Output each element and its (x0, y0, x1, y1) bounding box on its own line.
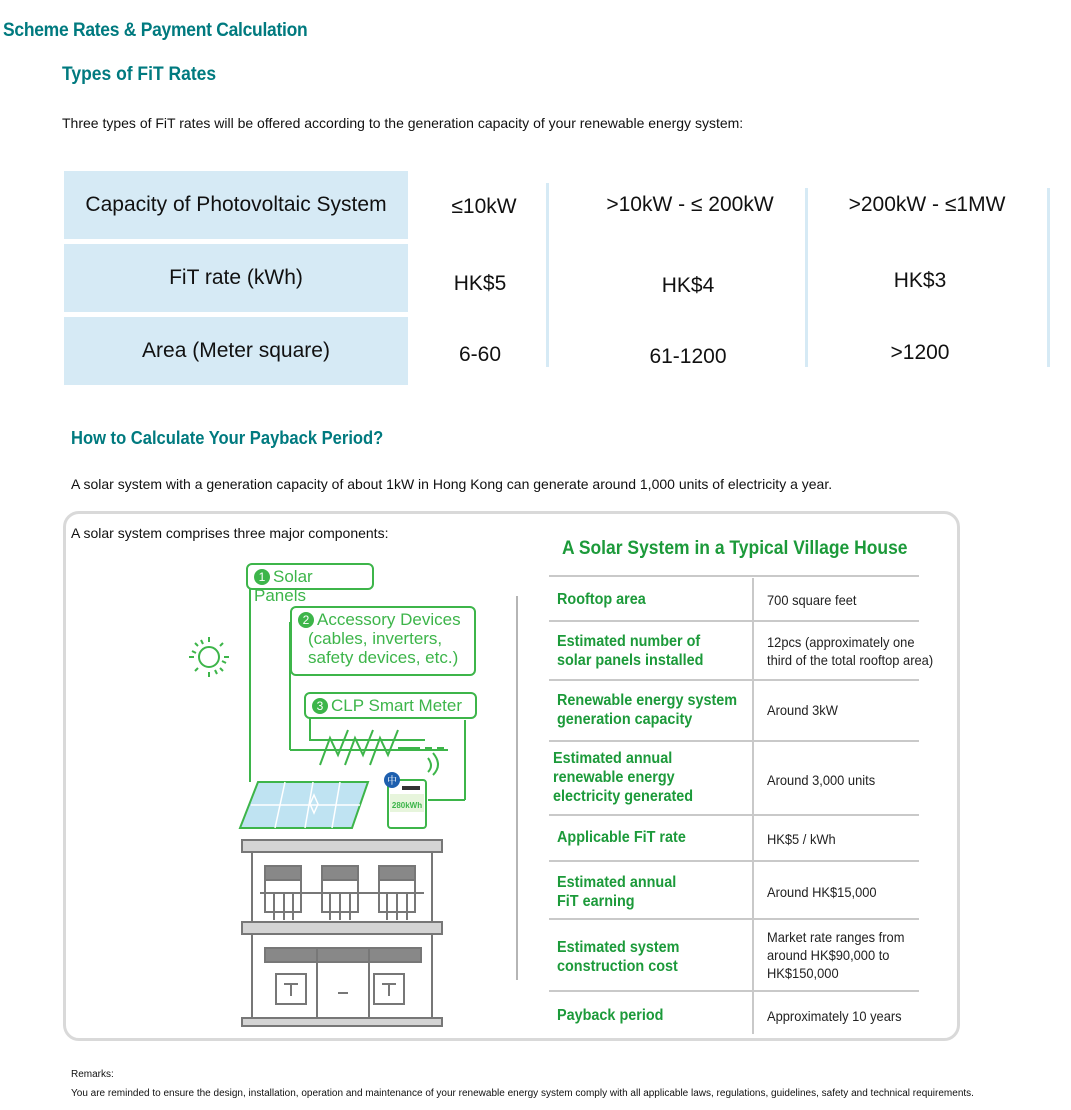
row-divider (549, 860, 919, 862)
fit-cell: >10kW - ≤ 200kW (606, 193, 774, 216)
fit-cell: 61-1200 (649, 345, 727, 368)
row-label: Estimated system construction cost (557, 939, 680, 975)
solar-panel-icon (240, 782, 368, 828)
fit-cell: HK$4 (661, 274, 715, 297)
row-divider (549, 620, 919, 622)
row-value: Around HK$15,000 (767, 884, 877, 900)
row-divider (549, 575, 919, 577)
sun-icon (189, 637, 229, 677)
callout-text: CLP Smart Meter (331, 696, 463, 715)
column-divider (1047, 188, 1050, 367)
components-note: A solar system comprises three major components: (71, 525, 389, 541)
fit-row-label: Capacity of Photovoltaic System (64, 171, 408, 239)
fit-heading: Types of FiT Rates (62, 64, 217, 85)
row-value: Around 3,000 units (767, 772, 876, 788)
fit-cell: ≤10kW (451, 195, 517, 218)
callout-text: (cables, inverters, (308, 629, 443, 648)
fit-cell: HK$3 (893, 269, 947, 292)
row-divider (549, 990, 919, 992)
row-label: Renewable energy system generation capacity (557, 692, 738, 728)
table-column-divider (752, 578, 754, 1034)
payback-paragraph: A solar system with a generation capacity of about 1kW in Hong Kong can generate around 1,000 units of electricity a year. (71, 476, 833, 492)
fit-row-label: Area (Meter square) (64, 317, 408, 385)
payback-heading: How to Calculate Your Payback Period? (71, 428, 384, 448)
callout-text: Accessory Devices (317, 610, 461, 629)
smart-meter-icon (384, 753, 438, 828)
row-value: 12pcs (approximately one third of the total rooftop area) (767, 634, 934, 668)
step-number: 3 (312, 698, 328, 714)
row-divider (549, 918, 919, 920)
fit-cell: >1200 (890, 341, 950, 364)
svg-text:中: 中 (387, 776, 397, 787)
fit-cell: HK$5 (453, 272, 507, 295)
step-number: 1 (254, 569, 270, 585)
house-icon (242, 840, 442, 1026)
callout-text: Solar Panels (254, 567, 313, 605)
row-divider (549, 814, 919, 816)
callout-accessory-devices (290, 606, 476, 676)
row-label: Payback period (557, 1007, 664, 1024)
lightning-icon (320, 730, 444, 765)
row-label: Estimated annual renewable energy electricity generated (553, 750, 694, 805)
row-value: Approximately 10 years (767, 1008, 902, 1024)
fit-intro: Three types of FiT rates will be offered according to the generation capacity of your renewable energy system: (62, 115, 744, 131)
remarks-label: Remarks: (71, 1069, 114, 1080)
row-value: Market rate ranges from around HK$90,000 to HK$150,000 (767, 929, 905, 981)
meter-reading: 280kWh (391, 801, 423, 810)
step-number: 2 (298, 612, 314, 628)
row-label: Rooftop area (557, 591, 646, 608)
row-value: Around 3kW (767, 702, 838, 718)
row-value: HK$5 / kWh (767, 831, 836, 847)
row-label: Applicable FiT rate (557, 829, 686, 846)
row-label: Estimated number of solar panels installed (557, 633, 704, 669)
fit-cell: >200kW - ≤1MW (848, 193, 1006, 216)
callout-solar-panels (246, 563, 374, 605)
page-title: Scheme Rates & Payment Calculation (3, 20, 308, 41)
remarks-text: You are reminded to ensure the design, installation, operation and maintenance of your renewable energy system comply with all applicable laws, regulations, guidelines, safety and technical requirements. (71, 1088, 974, 1099)
row-label: Estimated annual FiT earning (557, 874, 677, 910)
fit-row-label: FiT rate (kWh) (64, 244, 408, 312)
fit-cell: 6-60 (458, 343, 502, 366)
callout-smart-meter (304, 692, 477, 719)
village-table-title: A Solar System in a Typical Village House (562, 538, 908, 559)
row-divider (549, 679, 919, 681)
panel-divider (516, 596, 518, 980)
callout-text: safety devices, etc.) (308, 648, 459, 667)
row-divider (549, 740, 919, 742)
row-value: 700 square feet (767, 592, 857, 608)
